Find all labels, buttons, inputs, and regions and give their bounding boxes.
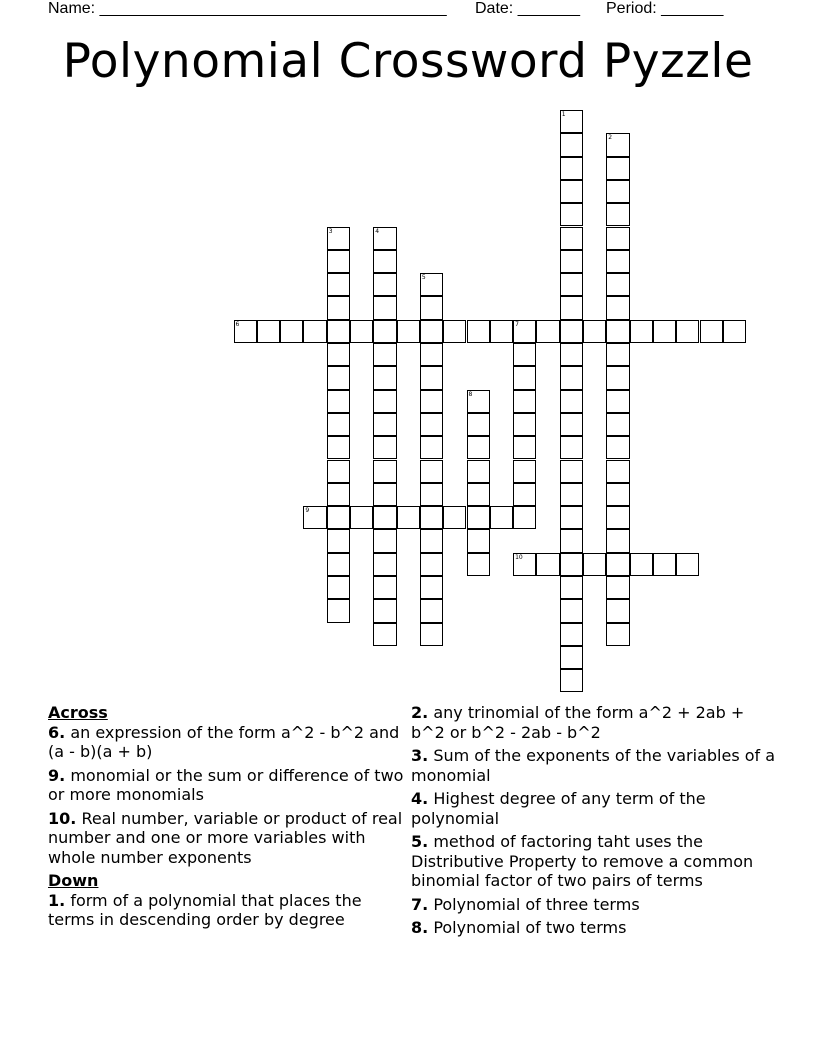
crossword-cell[interactable]	[350, 320, 373, 343]
crossword-cell[interactable]	[560, 110, 583, 133]
name-field[interactable]: Name: _______________________________________	[48, 0, 447, 17]
crossword-cell[interactable]	[560, 646, 583, 669]
clue-number: 9.	[48, 765, 66, 785]
crossword-cell[interactable]	[560, 599, 583, 622]
crossword-cell[interactable]	[373, 413, 396, 436]
down-clue	[411, 895, 781, 915]
crossword-cell[interactable]	[257, 320, 280, 343]
crossword-cell[interactable]	[606, 599, 629, 622]
crossword-cell[interactable]	[560, 296, 583, 319]
crossword-cell[interactable]	[467, 483, 490, 506]
crossword-cell[interactable]	[560, 227, 583, 250]
crossword-cell[interactable]	[513, 460, 536, 483]
crossword-cell[interactable]	[420, 553, 443, 576]
crossword-cell[interactable]	[467, 553, 490, 576]
crossword-cell[interactable]	[560, 133, 583, 156]
crossword-cell[interactable]	[583, 553, 606, 576]
crossword-cell[interactable]	[560, 413, 583, 436]
clue-number-label: 7	[515, 320, 519, 328]
clue-text: monomial or the sum or difference of two or more monomials	[48, 765, 404, 804]
crossword-cell[interactable]	[467, 413, 490, 436]
crossword-cell[interactable]	[420, 576, 443, 599]
crossword-cell[interactable]	[420, 273, 443, 296]
crossword-cell[interactable]	[513, 506, 536, 529]
crossword-cell[interactable]	[606, 460, 629, 483]
clue-number-label: 4	[375, 227, 380, 235]
crossword-cell[interactable]	[606, 390, 629, 413]
crossword-cell[interactable]	[560, 669, 583, 692]
crossword-cell[interactable]	[327, 553, 350, 576]
crossword-cell[interactable]	[420, 436, 443, 459]
crossword-cell[interactable]	[606, 250, 629, 273]
crossword-cell[interactable]	[327, 436, 350, 459]
crossword-cell[interactable]	[327, 227, 350, 250]
down-clue	[411, 789, 781, 828]
crossword-cell[interactable]	[583, 320, 606, 343]
clue-number-label: 2	[608, 134, 613, 142]
clue-number: 8.	[411, 918, 429, 937]
crossword-cell[interactable]	[560, 529, 583, 552]
crossword-cell[interactable]	[373, 273, 396, 296]
crossword-cell[interactable]	[327, 529, 350, 552]
crossword-cell[interactable]	[373, 553, 396, 576]
crossword-cell[interactable]	[373, 296, 396, 319]
crossword-cell[interactable]	[606, 157, 629, 180]
clue-number: 10.	[48, 808, 77, 828]
crossword-cell[interactable]	[327, 390, 350, 413]
crossword-cell[interactable]	[327, 483, 350, 506]
crossword-cell[interactable]	[373, 227, 396, 250]
crossword-cell[interactable]	[420, 343, 443, 366]
down-clue	[411, 703, 781, 742]
down-heading: Down	[48, 871, 99, 890]
crossword-cell[interactable]	[327, 343, 350, 366]
crossword-cell[interactable]	[513, 553, 536, 576]
crossword-cell[interactable]	[467, 460, 490, 483]
crossword-cell[interactable]	[560, 366, 583, 389]
crossword-cell[interactable]	[606, 436, 629, 459]
crossword-cell[interactable]	[513, 320, 536, 343]
clue-number: 2.	[411, 703, 429, 722]
clue-number-label: 5	[421, 274, 426, 282]
crossword-cell[interactable]	[467, 506, 490, 529]
clue-number-label: 3	[328, 227, 333, 235]
crossword-cell[interactable]	[606, 623, 629, 646]
crossword-cell[interactable]	[350, 506, 373, 529]
crossword-cell[interactable]	[606, 180, 629, 203]
crossword-cell[interactable]	[606, 506, 629, 529]
crossword-cell[interactable]	[234, 320, 257, 343]
clue-number-label: 6	[235, 320, 240, 328]
clue-number-label: 10	[515, 553, 523, 561]
crossword-cell[interactable]	[420, 460, 443, 483]
crossword-cell[interactable]	[420, 413, 443, 436]
crossword-cell[interactable]	[467, 529, 490, 552]
crossword-cell[interactable]	[606, 227, 629, 250]
crossword-cell[interactable]	[327, 460, 350, 483]
crossword-cell[interactable]	[630, 553, 653, 576]
clue-text: Highest degree of any term of the polynomial	[411, 789, 706, 828]
across-clue	[48, 766, 408, 805]
crossword-cell[interactable]	[536, 553, 559, 576]
crossword-cell[interactable]	[373, 366, 396, 389]
crossword-cell[interactable]	[513, 436, 536, 459]
crossword-cell[interactable]	[327, 366, 350, 389]
crossword-cell[interactable]	[700, 320, 723, 343]
crossword-cell[interactable]	[560, 343, 583, 366]
crossword-cell[interactable]	[373, 390, 396, 413]
crossword-cell[interactable]	[397, 320, 420, 343]
clue-number: 6.	[48, 722, 66, 742]
crossword-cell[interactable]	[560, 483, 583, 506]
crossword-cell[interactable]	[653, 553, 676, 576]
clue-text: form of a polynomial that places the terms in descending order by degree	[48, 890, 362, 929]
crossword-cell[interactable]	[373, 529, 396, 552]
crossword-cell[interactable]	[303, 320, 326, 343]
crossword-cell[interactable]	[606, 273, 629, 296]
crossword-cell[interactable]	[560, 576, 583, 599]
crossword-cell[interactable]	[606, 576, 629, 599]
crossword-cell[interactable]	[630, 320, 653, 343]
crossword-cell[interactable]	[327, 296, 350, 319]
crossword-cell[interactable]	[327, 250, 350, 273]
crossword-cell[interactable]	[467, 320, 490, 343]
crossword-cell[interactable]	[723, 320, 746, 343]
crossword-cell[interactable]	[606, 320, 629, 343]
crossword-cell[interactable]	[373, 483, 396, 506]
crossword-cell[interactable]	[443, 320, 466, 343]
clue-text: Polynomial of three terms	[433, 894, 640, 914]
crossword-cell[interactable]	[606, 553, 629, 576]
crossword-cell[interactable]	[536, 320, 559, 343]
crossword-cell[interactable]	[327, 576, 350, 599]
crossword-cell[interactable]	[420, 483, 443, 506]
crossword-cell[interactable]	[420, 366, 443, 389]
crossword-cell[interactable]	[373, 343, 396, 366]
crossword-cell[interactable]	[373, 576, 396, 599]
crossword-cell[interactable]	[373, 320, 396, 343]
crossword-cell[interactable]	[467, 436, 490, 459]
crossword-cell[interactable]	[490, 506, 513, 529]
clue-number-label: 9	[305, 507, 310, 515]
crossword-cell[interactable]	[653, 320, 676, 343]
across-clue-list	[48, 723, 408, 868]
crossword-cell[interactable]	[606, 133, 629, 156]
crossword-cell[interactable]	[560, 157, 583, 180]
across-clue	[48, 809, 408, 868]
crossword-cell[interactable]	[606, 366, 629, 389]
crossword-cell[interactable]	[420, 296, 443, 319]
clue-number: 5.	[411, 832, 429, 851]
clue-text: any trinomial of the form a^2 + 2ab + b^2 or b^2 - 2ab - b^2	[411, 703, 745, 742]
crossword-cell[interactable]	[560, 436, 583, 459]
crossword-cell[interactable]	[560, 506, 583, 529]
crossword-cell[interactable]	[443, 506, 466, 529]
crossword-cell[interactable]	[560, 203, 583, 226]
crossword-cell[interactable]	[606, 413, 629, 436]
clue-text: Polynomial of two terms	[433, 918, 627, 937]
crossword-cell[interactable]	[420, 320, 443, 343]
clue-number: 7.	[411, 894, 429, 914]
crossword-cell[interactable]	[397, 506, 420, 529]
clue-text: an expression of the form a^2 - b^2 and (a - b)(a + b)	[48, 722, 400, 761]
crossword-cell[interactable]	[676, 320, 699, 343]
date-field[interactable]: Date: _______	[475, 0, 580, 17]
period-field[interactable]: Period: _______	[606, 0, 724, 17]
crossword-cell[interactable]	[420, 529, 443, 552]
clue-text: Real number, variable or product of real number and one or more variables with whole number exponents	[48, 808, 403, 867]
crossword-cell[interactable]	[420, 623, 443, 646]
crossword-cell[interactable]	[560, 273, 583, 296]
crossword-cell[interactable]	[513, 390, 536, 413]
crossword-cell[interactable]	[327, 599, 350, 622]
crossword-cell[interactable]	[606, 296, 629, 319]
down-clue	[411, 746, 781, 785]
crossword-cell[interactable]	[560, 460, 583, 483]
clues-left-column	[48, 703, 408, 934]
crossword-cell[interactable]	[327, 413, 350, 436]
crossword-cell[interactable]	[467, 390, 490, 413]
crossword-cell[interactable]	[327, 320, 350, 343]
crossword-cell[interactable]	[513, 483, 536, 506]
crossword-cell[interactable]	[327, 273, 350, 296]
crossword-cell[interactable]	[327, 506, 350, 529]
clues-right-column	[411, 703, 781, 942]
crossword-cell[interactable]	[373, 436, 396, 459]
crossword-cell[interactable]	[606, 529, 629, 552]
crossword-cell[interactable]	[676, 553, 699, 576]
clue-number-label: 1	[561, 111, 566, 118]
clue-number: 4.	[411, 789, 429, 808]
crossword-cell[interactable]	[373, 506, 396, 529]
crossword-cell[interactable]	[513, 366, 536, 389]
crossword-cell[interactable]	[560, 250, 583, 273]
crossword-cell[interactable]	[420, 599, 443, 622]
clue-number: 1.	[48, 890, 66, 910]
clue-text: method of factoring taht uses the Distributive Property to remove a common binomial factor of two pairs of terms	[411, 832, 754, 890]
page-title: Polynomial Crossword Pyzzle	[62, 34, 754, 89]
clue-number-label: 8	[468, 390, 473, 398]
clue-text: Sum of the exponents of the variables of a monomial	[411, 746, 776, 785]
crossword-cell[interactable]	[606, 203, 629, 226]
crossword-cell[interactable]	[513, 413, 536, 436]
crossword-cell[interactable]	[560, 623, 583, 646]
down-clue	[48, 891, 408, 930]
crossword-cell[interactable]	[280, 320, 303, 343]
crossword-cell[interactable]	[420, 506, 443, 529]
down-clue	[411, 918, 781, 938]
across-clue	[48, 723, 408, 762]
crossword-cell[interactable]	[560, 390, 583, 413]
crossword-cell[interactable]	[373, 623, 396, 646]
crossword-cell[interactable]	[606, 343, 629, 366]
crossword-cell[interactable]	[560, 553, 583, 576]
down-clue	[411, 832, 781, 891]
crossword-cell[interactable]	[560, 180, 583, 203]
crossword-cell[interactable]	[303, 506, 326, 529]
crossword-cell[interactable]	[560, 320, 583, 343]
across-heading: Across	[48, 703, 108, 722]
crossword-cell[interactable]	[373, 599, 396, 622]
crossword-cell[interactable]	[420, 390, 443, 413]
crossword-cell[interactable]	[513, 343, 536, 366]
crossword-cell[interactable]	[373, 460, 396, 483]
crossword-cell[interactable]	[606, 483, 629, 506]
clue-number: 3.	[411, 746, 429, 765]
crossword-cell[interactable]	[490, 320, 513, 343]
crossword-cell[interactable]	[373, 250, 396, 273]
